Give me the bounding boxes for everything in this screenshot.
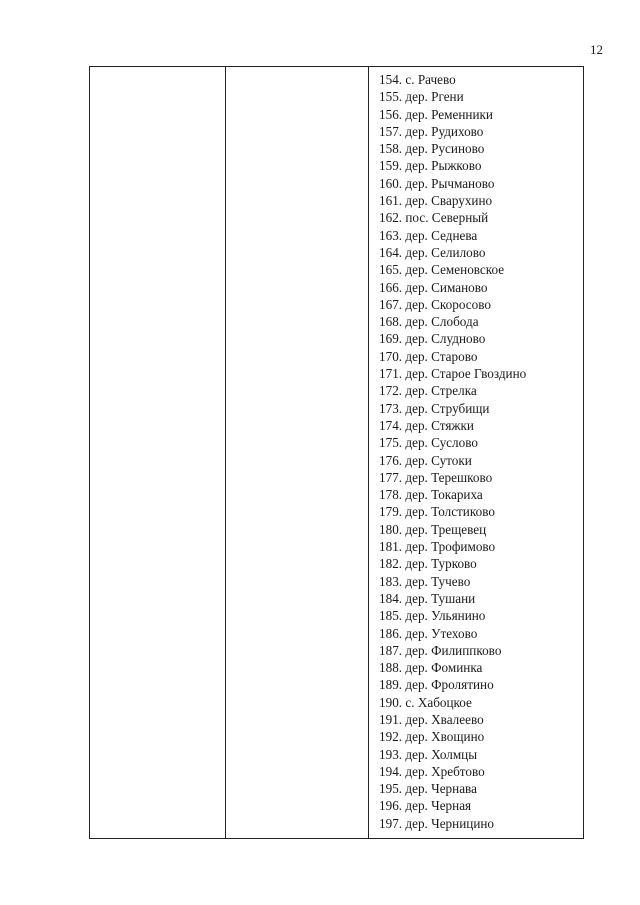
list-item: 162. пос. Северный (379, 210, 489, 226)
list-item: 161. дер. Сварухино (379, 193, 493, 209)
list-item: 157. дер. Рудихово (379, 123, 484, 139)
list-item: 160. дер. Рычманово (379, 175, 495, 191)
page-number: 12 (590, 42, 603, 57)
table-column-1 (90, 67, 226, 838)
list-item: 171. дер. Старое Гвоздино (379, 366, 527, 382)
list-item: 188. дер. Фоминка (379, 660, 483, 676)
list-item: 184. дер. Тушани (379, 590, 476, 606)
list-item: 187. дер. Филиппково (379, 642, 502, 658)
list-item: 176. дер. Сутоки (379, 452, 472, 468)
list-item: 170. дер. Старово (379, 348, 478, 364)
list-item: 180. дер. Трещевец (379, 521, 487, 537)
list-item: 185. дер. Ульянино (379, 608, 486, 624)
list-item: 194. дер. Хребтово (379, 763, 485, 779)
list-item: 154. с. Рачево (379, 72, 456, 87)
list-item: 177. дер. Терешково (379, 469, 493, 485)
table-column-3 (369, 67, 583, 838)
list-item: 191. дер. Хвалеево (379, 711, 484, 727)
list-item: 190. с. Хабоцкое (379, 694, 472, 710)
list-item: 158. дер. Русиново (379, 141, 485, 157)
list-item: 159. дер. Рыжково (379, 158, 482, 174)
list-item: 195. дер. Чернава (379, 781, 477, 797)
list-item: 197. дер. Черницино (379, 815, 495, 831)
list-item: 155. дер. Ргени (379, 89, 464, 105)
list-item: 175. дер. Суслово (379, 435, 478, 451)
list-item: 172. дер. Стрелка (379, 383, 477, 399)
list-item: 193. дер. Холмцы (379, 746, 478, 762)
settlements-table (89, 66, 584, 839)
list-item: 179. дер. Толстиково (379, 504, 495, 520)
list-item: 166. дер. Симаново (379, 279, 488, 295)
list-item: 164. дер. Селилово (379, 244, 486, 260)
list-item: 178. дер. Токариха (379, 487, 483, 503)
list-item: 189. дер. Фролятино (379, 677, 494, 693)
list-item: 167. дер. Скоросово (379, 296, 491, 312)
list-item: 163. дер. Седнева (379, 227, 478, 243)
list-item: 186. дер. Утехово (379, 625, 478, 641)
table-column-2 (226, 67, 369, 838)
list-item: 183. дер. Тучево (379, 573, 471, 589)
list-item: 196. дер. Черная (379, 798, 472, 814)
list-item: 182. дер. Турково (379, 556, 477, 572)
list-item: 181. дер. Трофимово (379, 539, 496, 555)
list-item: 174. дер. Стяжки (379, 417, 474, 433)
list-item: 169. дер. Слудново (379, 331, 486, 347)
list-item: 192. дер. Хвощино (379, 729, 485, 745)
list-item: 156. дер. Ременники (379, 106, 493, 122)
list-item: 168. дер. Слобода (379, 314, 479, 330)
list-item: 173. дер. Струбищи (379, 400, 490, 416)
list-item: 165. дер. Семеновское (379, 262, 505, 278)
settlement-list (379, 71, 583, 832)
